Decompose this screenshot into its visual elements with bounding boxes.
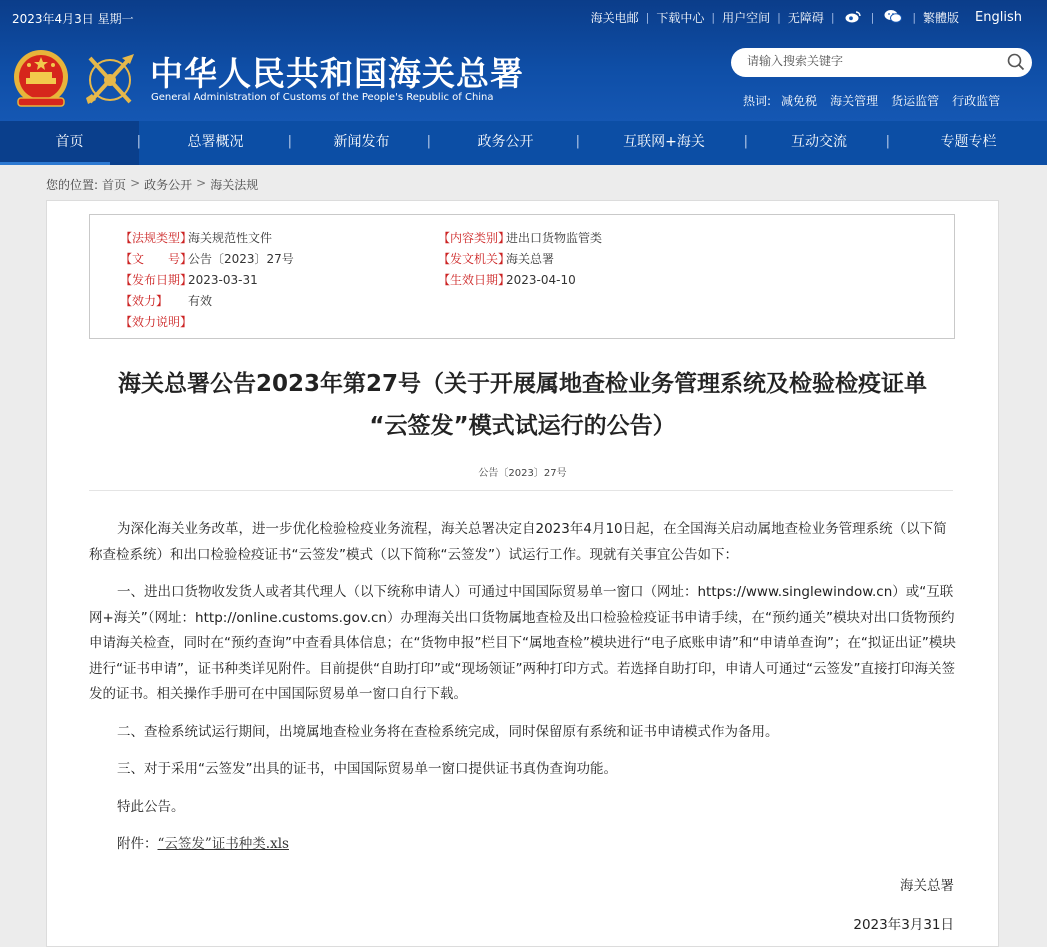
breadcrumb-government-affairs[interactable]: 政务公开: [144, 178, 193, 192]
nav-special-topics[interactable]: [890, 121, 1047, 165]
hot-keyword-customs-management[interactable]: 海关管理: [830, 94, 879, 108]
traditional-chinese-link[interactable]: 繁體版: [923, 11, 960, 25]
title-divider: [89, 490, 953, 491]
meta-value: 2023-03-31: [188, 273, 258, 287]
national-emblem-logo: [12, 48, 70, 110]
site-header: [0, 0, 1047, 121]
meta-key: 【生效日期】: [438, 273, 511, 287]
main-nav: [0, 121, 1047, 165]
meta-validity: [120, 292, 212, 309]
meta-value: 2023-04-10: [506, 273, 576, 287]
breadcrumb: [46, 176, 258, 193]
article-paragraph: 特此公告。: [117, 798, 185, 815]
meta-effective-date: [438, 271, 576, 288]
nav-overview[interactable]: [136, 121, 292, 165]
wechat-icon[interactable]: [878, 9, 908, 26]
meta-key: 【法规类型】: [120, 231, 193, 245]
top-link-download[interactable]: 下载中心: [656, 11, 705, 25]
meta-value: 进出口货物监管类: [506, 231, 603, 245]
meta-issuing-authority: [438, 250, 554, 267]
meta-publish-date: [120, 271, 258, 288]
top-link-separator: |: [912, 11, 917, 24]
nav-separator: |: [136, 134, 141, 149]
nav-separator: |: [426, 134, 431, 149]
nav-government-affairs[interactable]: [431, 121, 580, 165]
nav-separator: |: [575, 134, 580, 149]
search-icon[interactable]: [1007, 53, 1025, 71]
meta-key: 【内容类别】: [438, 231, 511, 245]
top-link-email[interactable]: 海关电邮: [590, 11, 639, 25]
site-title: 中华人民共和国海关总署: [150, 54, 524, 93]
breadcrumb-separator: >: [196, 176, 207, 190]
top-link-separator: |: [711, 11, 716, 24]
breadcrumb-customs-regulations[interactable]: 海关法规: [210, 178, 259, 192]
meta-regulation-type: [120, 229, 272, 246]
nav-home[interactable]: [0, 121, 139, 165]
article-paragraph: 三、对于采用“云签发”出具的证书，中国国际贸易单一窗口提供证书真伪查询功能。: [117, 761, 617, 777]
breadcrumb-separator: >: [130, 176, 141, 190]
nav-internet-customs[interactable]: [580, 121, 748, 165]
article-paragraph: 一、进出口货物收发货人或者其代理人（以下统称申请人）可通过中国国际贸易单一窗口（网址：https://www.singlewindow.cn）或“互联网+海关”（网址：http://online.customs.gov.cn）办理海关出口货物属地查检及出口检验检疫证书申请手续，在“预约通关”模块对出口货物预约申请海关检查，同时在“预约查询”中查看具体信息；在“货物申报”栏目下“属地查检”模块进行“电子底账申请”和“申请单查询”；在“拟证出证”模块进行“证书申请”，证书种类详见附件。目前提供“自助打印”或“现场领证”两种打印方式。若选择自助打印，申请人可通过“云签发”直接打印海关签发的证书。相关操作手册可在中国国际贸易单一窗口自行下载。: [89, 584, 956, 702]
breadcrumb-home[interactable]: 首页: [102, 178, 127, 192]
top-links: [588, 9, 1025, 26]
top-link-separator: |: [777, 11, 781, 24]
meta-content-category: [438, 229, 602, 246]
top-bar: [0, 0, 1047, 36]
hot-keywords: [743, 92, 1013, 109]
meta-document-number: [120, 250, 294, 267]
nav-separator: |: [287, 134, 292, 149]
nav-label: 总署概况: [187, 134, 244, 150]
signer: 海关总署: [900, 878, 954, 894]
attachment-label: 附件：: [117, 836, 158, 852]
meta-key: 【发文机关】: [438, 252, 511, 266]
meta-value: 有效: [188, 294, 213, 308]
meta-key: 【效力说明】: [120, 315, 193, 329]
english-link[interactable]: English: [975, 10, 1022, 25]
nav-label: 政务公开: [477, 134, 534, 150]
meta-value: 海关总署: [506, 252, 555, 266]
top-link-user-space[interactable]: 用户空间: [722, 11, 771, 25]
meta-validity-note: [120, 313, 193, 330]
article-title: [47, 363, 998, 447]
search-box: [731, 48, 1032, 77]
site-subtitle: General Administration of Customs of the People's Republic of China: [151, 92, 494, 103]
article-title-line2: “云签发”模式试运行的公告）: [369, 413, 676, 439]
nav-label: 专题专栏: [940, 134, 997, 150]
nav-separator: |: [743, 134, 748, 149]
nav-separator: |: [885, 134, 890, 149]
article-title-line1: 海关总署公告2023年第27号（关于开展属地查检业务管理系统及检验检疫证单: [117, 371, 928, 397]
meta-key: 【文 号】: [120, 252, 193, 266]
article-paragraph: 二、查检系统试运行期间，出境属地查检业务将在查检系统完成，同时保留原有系统和证书申请模式作为备用。: [117, 723, 779, 740]
hot-keyword-admin-supervision[interactable]: 行政监管: [952, 94, 1001, 108]
meta-value: 公告〔2023〕27号: [188, 252, 294, 266]
nav-label: 新闻发布: [333, 134, 390, 150]
weibo-icon[interactable]: [839, 10, 867, 26]
customs-emblem-logo: [82, 50, 138, 108]
top-link-separator: |: [645, 11, 650, 24]
current-date: 2023年4月3日 星期一: [12, 12, 134, 26]
search-input[interactable]: [747, 54, 997, 68]
nav-interaction[interactable]: [748, 121, 890, 165]
nav-label: 互联网+海关: [623, 134, 705, 150]
regulation-metadata-box: [89, 214, 955, 339]
nav-label: 首页: [55, 134, 84, 150]
hot-keyword-cargo-supervision[interactable]: 货运监管: [891, 94, 940, 108]
article-doc-number: 公告〔2023〕27号: [478, 468, 567, 479]
attachment-line: [89, 832, 957, 858]
article-paragraph: 为深化海关业务改革，进一步优化检验检疫业务流程，海关总署决定自2023年4月10日起，在全国海关启动属地查检业务管理系统（以下简称查检系统）和出口检验检疫证书“云签发”模式（以下简称“云签发”）试运行工作。现就有关事宜公告如下：: [89, 521, 947, 563]
article-container: [46, 200, 999, 947]
hot-keywords-label: 热词:: [743, 94, 772, 108]
hot-keyword-tax-relief[interactable]: 减免税: [781, 94, 818, 108]
nav-label: 互动交流: [791, 134, 847, 150]
article-body: [89, 517, 957, 870]
top-link-separator: |: [870, 11, 875, 24]
sign-date: 2023年3月31日: [853, 917, 954, 933]
nav-news[interactable]: [292, 121, 431, 165]
top-link-accessibility[interactable]: 无障碍: [787, 11, 824, 25]
breadcrumb-label: 您的位置:: [46, 178, 99, 192]
top-link-separator: |: [830, 11, 835, 24]
meta-key: 【效力】: [120, 294, 169, 308]
meta-key: 【发布日期】: [120, 273, 193, 287]
meta-value: 海关规范性文件: [188, 231, 273, 245]
attachment-link[interactable]: “云签发”证书种类.xls: [157, 836, 289, 852]
